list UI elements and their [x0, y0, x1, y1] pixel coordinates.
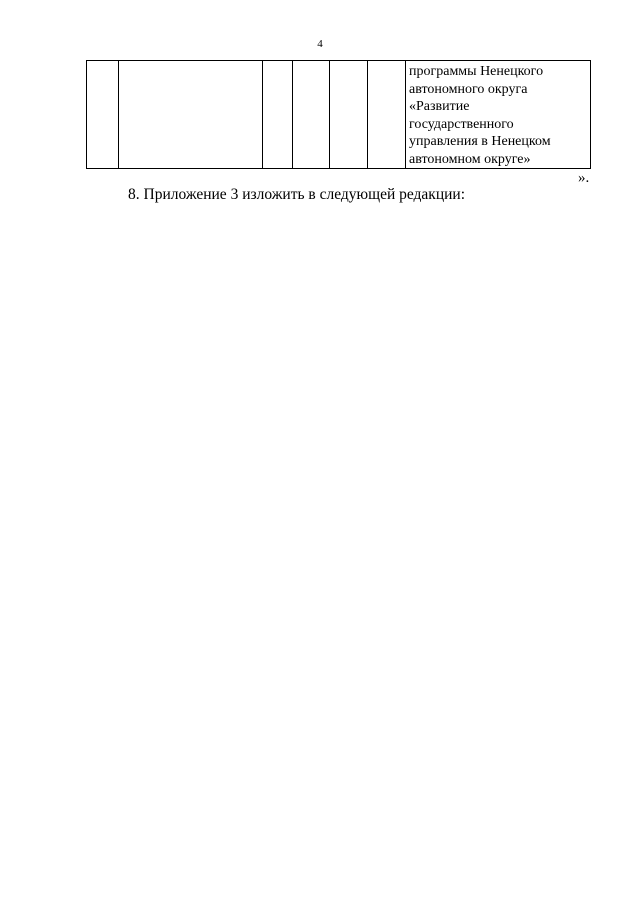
table-cell-empty [263, 61, 293, 169]
cell-line: автономного округа [409, 81, 528, 97]
cell-line: государственного [409, 116, 514, 132]
cell-line: программы Ненецкого [409, 64, 544, 79]
table-cell-empty [368, 61, 406, 169]
cell-line: автономном округе» [409, 151, 531, 167]
cell-line: «Развитие [409, 99, 470, 114]
continuation-table [86, 60, 591, 169]
table-cell-program-name [406, 61, 591, 169]
page-number: 4 [317, 38, 323, 50]
table-cell-empty [87, 61, 119, 169]
table-row [87, 61, 591, 169]
cell-line: управления в Ненецком [409, 134, 551, 149]
table-cell-empty [330, 61, 368, 169]
closing-quote: ». [578, 170, 590, 186]
paragraph-item-8: 8. Приложение 3 изложить в следующей редакции: [128, 186, 466, 203]
table-cell-empty [293, 61, 330, 169]
table-cell-empty [119, 61, 263, 169]
